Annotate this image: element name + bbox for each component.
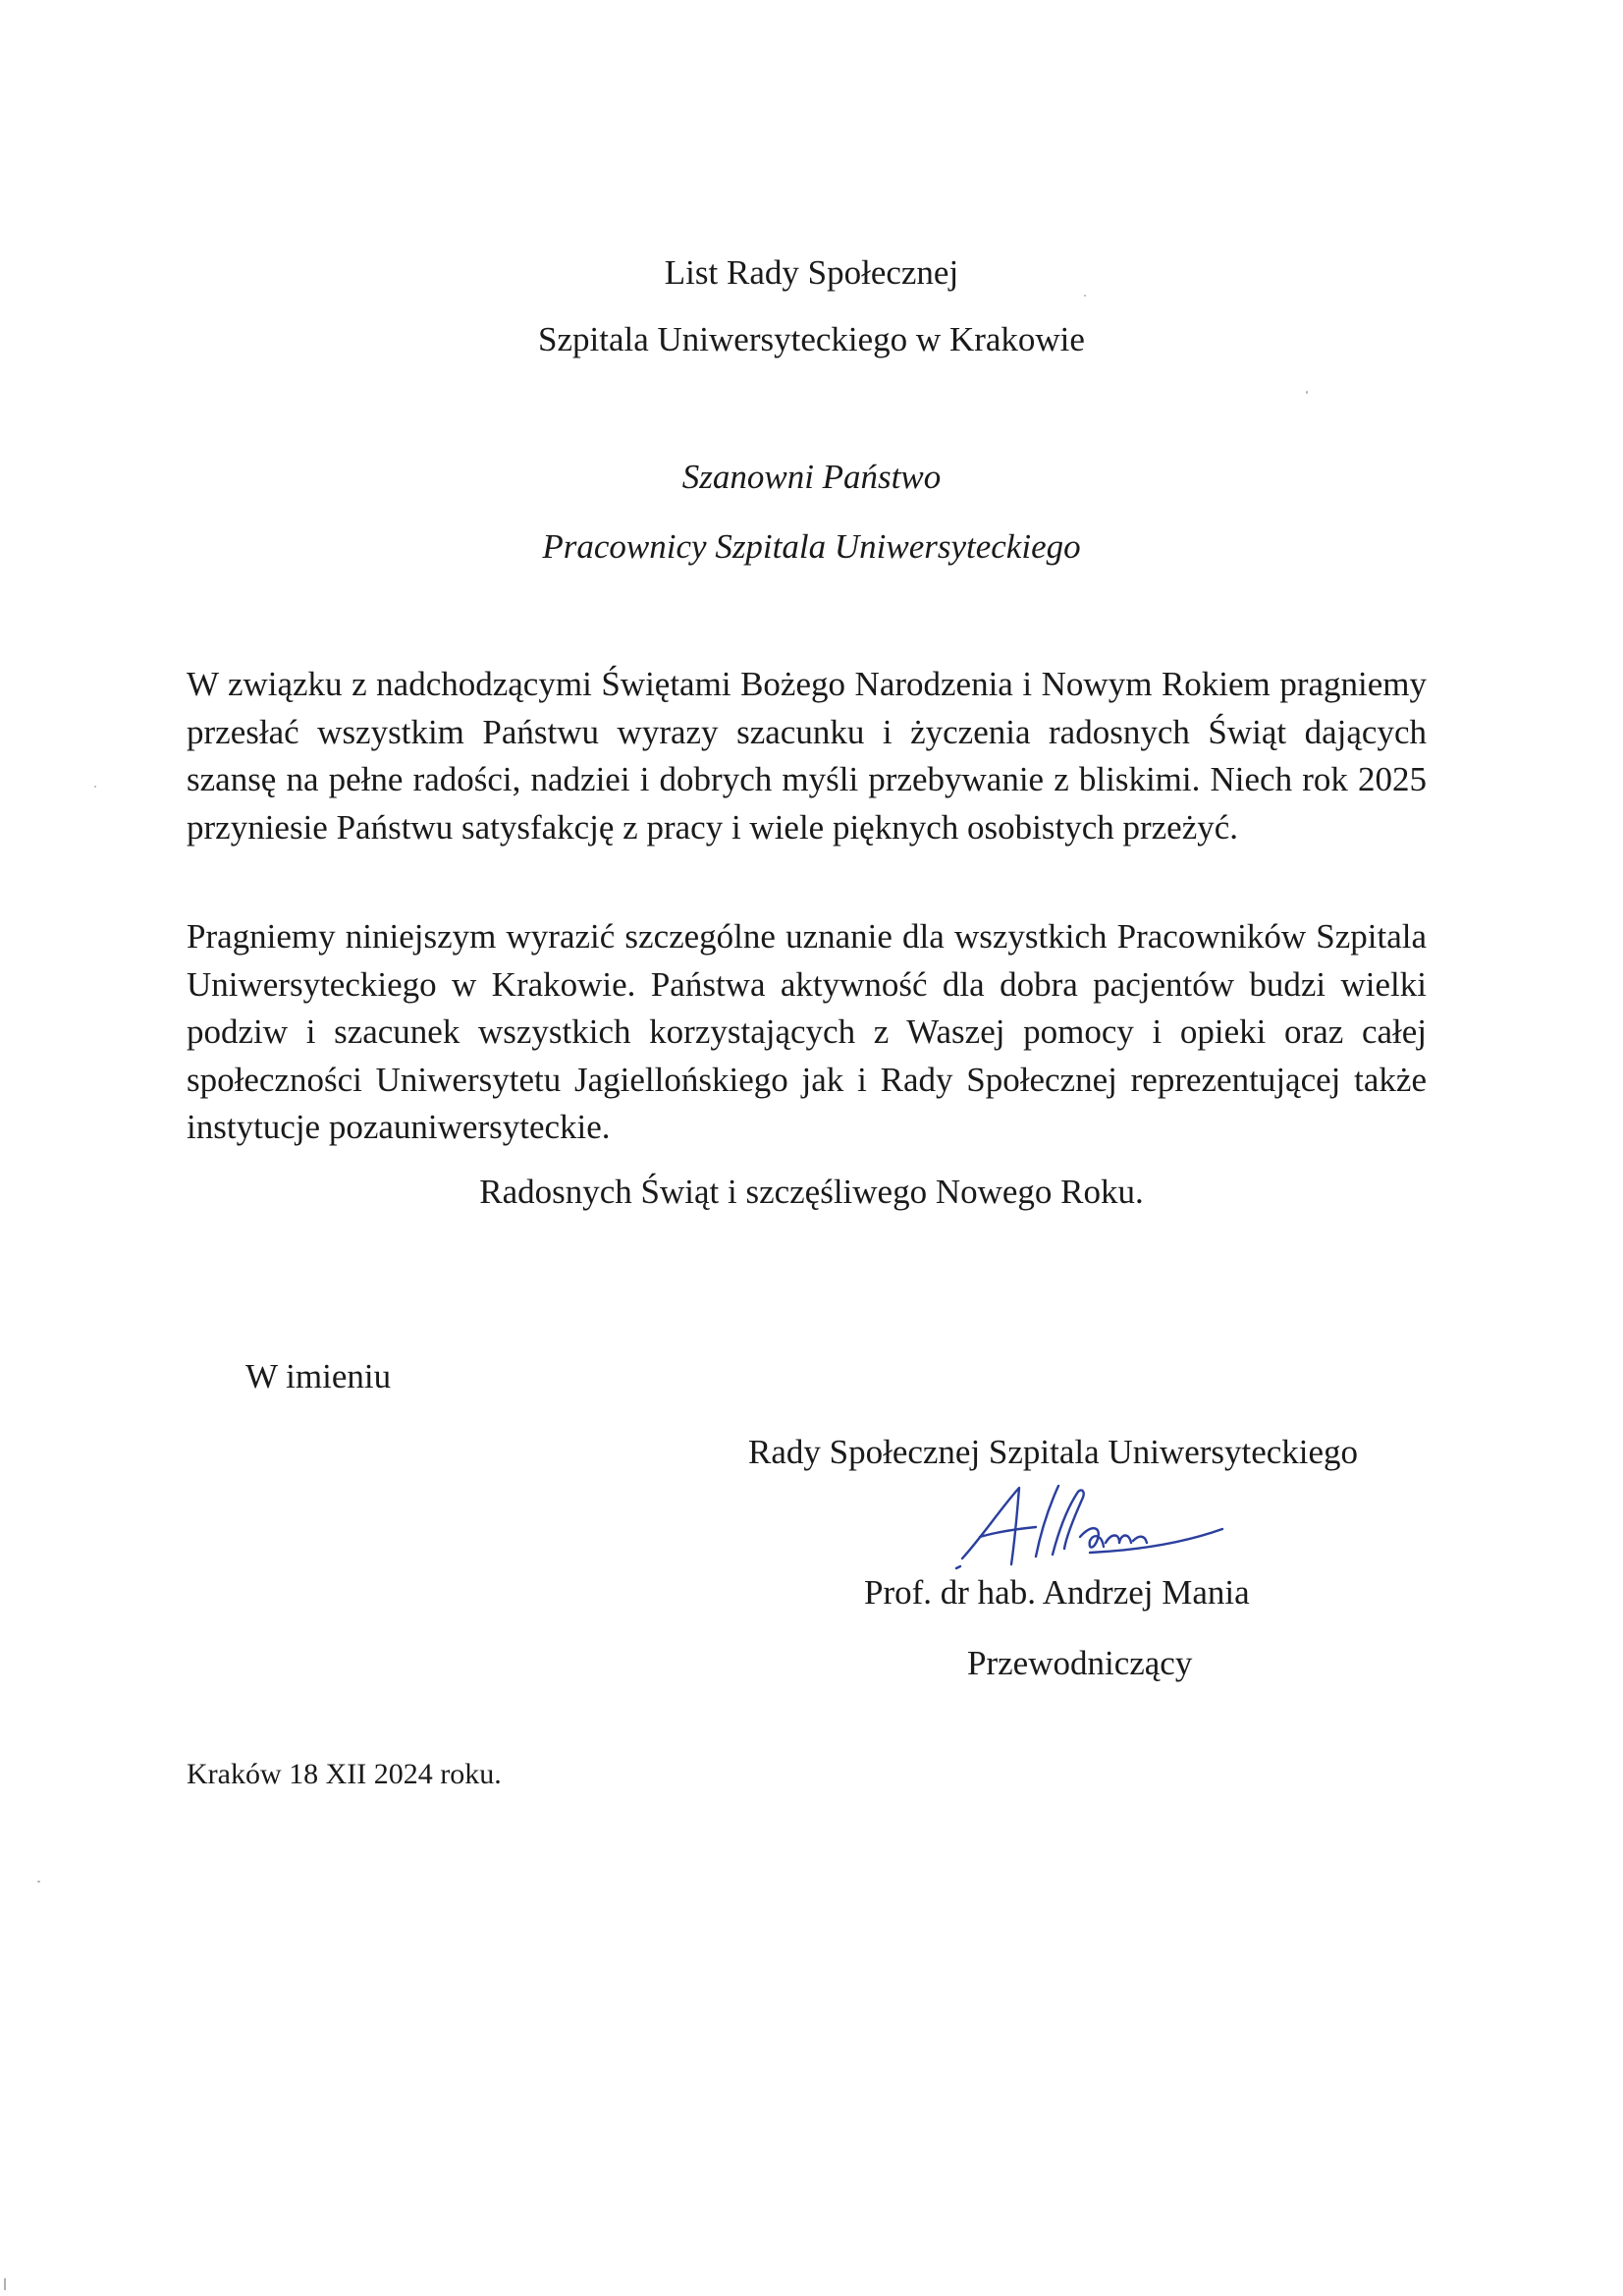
body-paragraph-2: Pragniemy niniejszym wyrazić szczególne uznanie dla wszystkich Pracowników Szpitala Uniwersyteckiego w Krakowie. Państwa aktywność dla dobra pacjentów budzi wielki podziw i szacunek wszystkich korzystających z Waszej pomocy i opieki oraz całej społeczności Uniwersytetu Jagiellońskiego jak i Rady Społecznej reprezentującej także instytucje pozauniwersyteckie. bbox=[187, 917, 1427, 1146]
salutation-line-1: Szanowni Państwo bbox=[681, 458, 942, 496]
handwritten-signature bbox=[943, 1478, 1227, 1576]
scan-speck bbox=[4, 2278, 6, 2290]
scan-speck bbox=[1084, 295, 1086, 297]
signatory-role: Przewodniczący bbox=[967, 1644, 1193, 1682]
title-line-2: Szpitala Uniwersyteckiego w Krakowie bbox=[538, 320, 1085, 358]
signature-council: Rady Społecznej Szpitala Uniwersyteckiego bbox=[748, 1433, 1359, 1471]
signatory-name: Prof. dr hab. Andrzej Mania bbox=[864, 1573, 1250, 1612]
scan-speck bbox=[1306, 391, 1308, 394]
signature-on-behalf: W imieniu bbox=[245, 1357, 392, 1395]
closing-wishes: Radosnych Świąt i szczęśliwego Nowego Roku. bbox=[479, 1173, 1144, 1211]
scan-speck bbox=[94, 786, 96, 788]
letter-date: Kraków 18 XII 2024 roku. bbox=[187, 1758, 502, 1790]
scan-speck bbox=[37, 1881, 40, 1883]
salutation-line-2: Pracownicy Szpitala Uniwersyteckiego bbox=[542, 527, 1081, 566]
title-line-1: List Rady Społecznej bbox=[664, 253, 959, 292]
body-paragraph-1: W związku z nadchodzącymi Świętami Bożego Narodzenia i Nowym Rokiem pragniemy przesłać wszystkim Państwu wyrazy szacunku i życzenia radosnych Świąt dających szansę na pełne radości, nadziei i dobrych myśli przebywanie z bliskimi. Niech rok 2025 przyniesie Państwu satysfakcję z pracy i wiele pięknych osobistych przeżyć. bbox=[187, 665, 1427, 847]
